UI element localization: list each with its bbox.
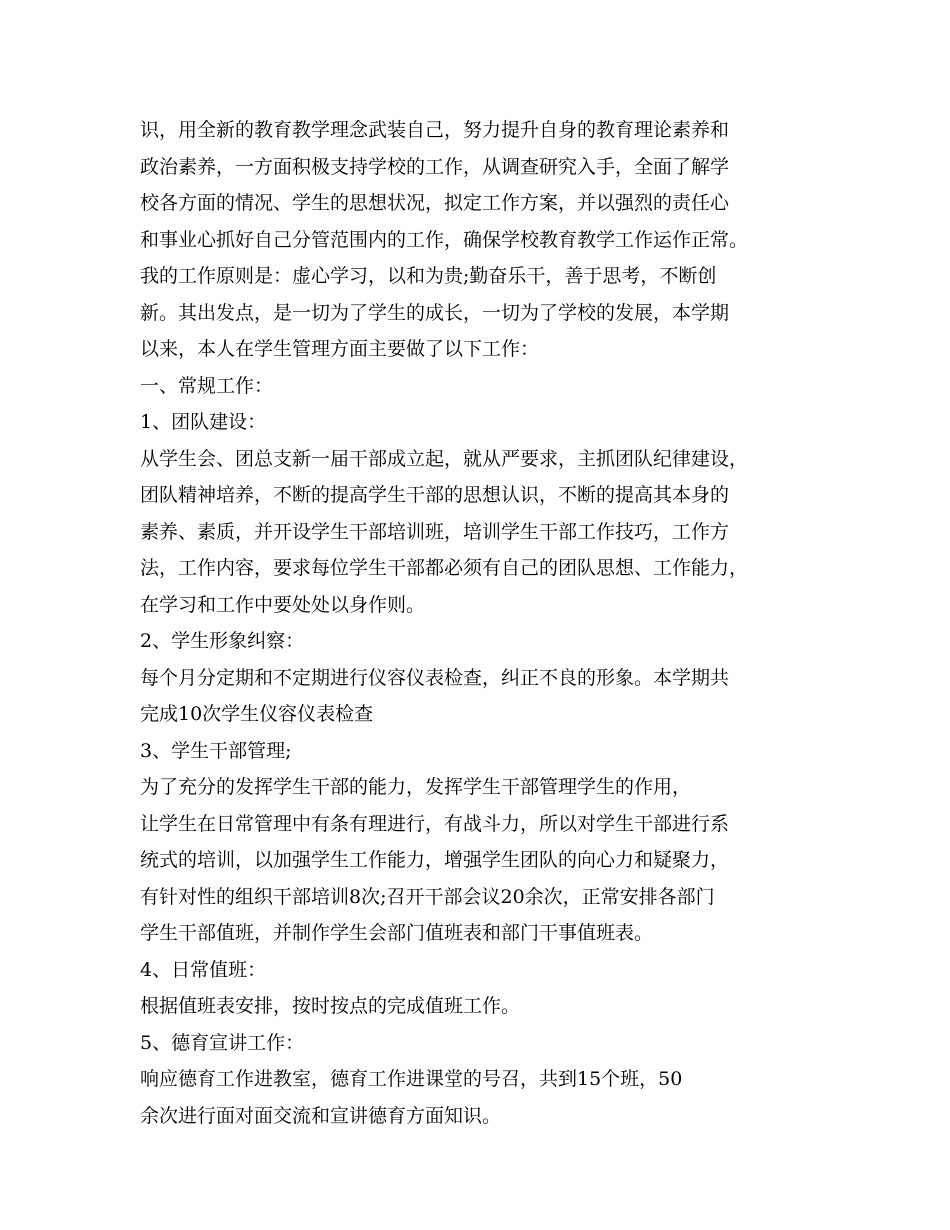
- subsection-heading: 2、学生形象纠察：: [140, 630, 305, 652]
- body-line: 识，用全新的教育教学理念武装自己，努力提升自身的教育理论素养和: [140, 119, 730, 141]
- body-line: 有针对性的组织干部培训8次;召开干部会议20余次，正常安排各部门: [140, 885, 715, 908]
- body-line: 学生干部值班，并制作学生会部门值班表和部门干事值班表。: [140, 922, 654, 944]
- document-body: [140, 112, 840, 1134]
- body-line: 法，工作内容，要求每位学生干部都必须有自己的团队思想、工作能力，: [140, 557, 749, 579]
- body-line: 在学习和工作中要处处以身作则。: [140, 593, 426, 616]
- body-line: 校各方面的情况、学生的思想状况，拟定工作方案，并以强烈的责任心: [140, 192, 730, 214]
- body-line: 从学生会、团总支新一届干部成立起，就从严要求，主抓团队纪律建设，: [140, 447, 749, 470]
- body-line: 余次进行面对面交流和宣讲德育方面知识。: [140, 1104, 502, 1127]
- section-heading: 一、常规工作：: [140, 374, 274, 397]
- body-line: 政治素养，一方面积极支持学校的工作，从调查研究入手，全面了解学: [140, 155, 730, 178]
- body-line: 完成10次学生仪容仪表检查: [140, 703, 374, 725]
- body-line: 团队精神培养，不断的提高学生干部的思想认识，不断的提高其本身的: [140, 484, 730, 506]
- body-line: 为了充分的发挥学生干部的能力，发挥学生干部管理学生的作用，: [140, 776, 692, 798]
- body-line: 新。其出发点，是一切为了学生的成长，一切为了学校的发展，本学期: [140, 301, 730, 324]
- body-line: 每个月分定期和不定期进行仪容仪表检查，纠正不良的形象。本学期共: [140, 666, 730, 689]
- body-line: 以来，本人在学生管理方面主要做了以下工作：: [140, 338, 540, 360]
- subsection-heading: 1、团队建设：: [140, 411, 267, 433]
- body-line: 让学生在日常管理中有条有理进行，有战斗力，所以对学生干部进行系: [140, 812, 730, 835]
- subsection-heading: 3、学生干部管理;: [140, 739, 292, 762]
- body-line: 和事业心抓好自己分管范围内的工作，确保学校教育教学工作运作正常。: [140, 228, 749, 251]
- subsection-heading: 5、德育宣讲工作：: [140, 1031, 305, 1054]
- body-line: 我的工作原则是：虚心学习，以和为贵;勤奋乐干，善于思考，不断创: [140, 265, 717, 287]
- body-line: 统式的培训，以加强学生工作能力，增强学生团队的向心力和疑聚力，: [140, 849, 730, 871]
- subsection-heading: 4、日常值班：: [140, 958, 267, 981]
- body-line: 响应德育工作进教室，德育工作进课堂的号召，共到15个班，50: [140, 1068, 683, 1090]
- body-line: 根据值班表安排，按时按点的完成值班工作。: [140, 995, 521, 1017]
- body-line: 素养、素质，并开设学生干部培训班，培训学生干部工作技巧，工作方: [140, 520, 730, 543]
